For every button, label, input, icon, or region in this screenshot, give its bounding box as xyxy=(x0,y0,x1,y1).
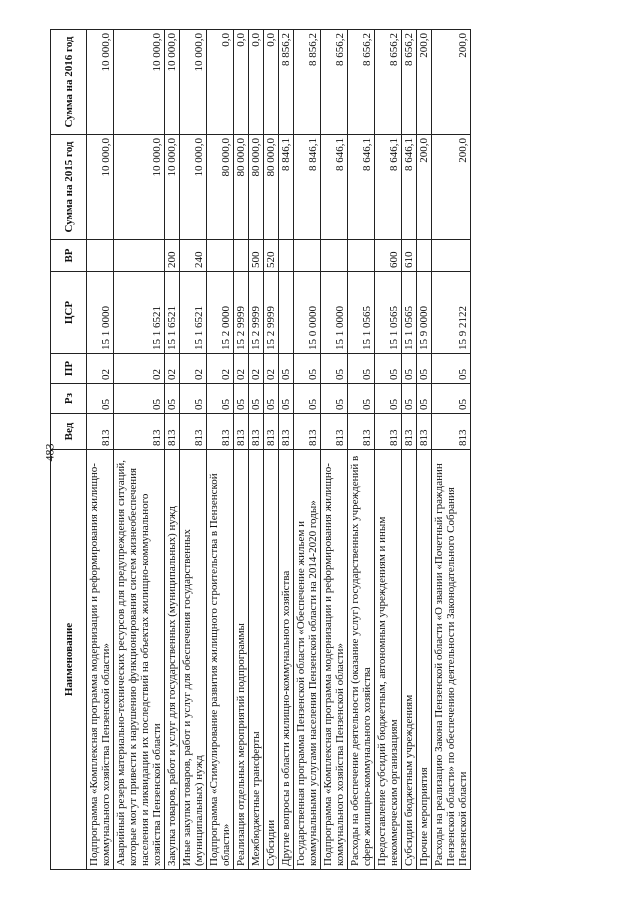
cell-vr: 240 xyxy=(180,240,207,272)
cell-sum2016: 8 656,2 xyxy=(321,30,348,135)
cell-rz: 05 xyxy=(165,384,180,414)
cell-sum2015: 80 000,0 xyxy=(249,135,264,240)
cell-vr xyxy=(114,240,165,272)
cell-rz: 05 xyxy=(321,384,348,414)
cell-csr: 15 2 0000 xyxy=(207,272,234,354)
cell-vr: 610 xyxy=(402,240,417,272)
cell-name: Другие вопросы в области жилищно-коммунального хозяйства xyxy=(279,450,294,870)
cell-name: Межбюджетные трансферты xyxy=(249,450,264,870)
cell-sum2016: 0,0 xyxy=(234,30,249,135)
cell-sum2015: 10 000,0 xyxy=(180,135,207,240)
cell-rz: 05 xyxy=(264,384,279,414)
cell-name: Закупка товаров, работ и услуг для государственных (муниципальных) нужд xyxy=(165,450,180,870)
cell-ved: 813 xyxy=(402,414,417,450)
cell-sum2015: 200,0 xyxy=(417,135,432,240)
cell-pr: 02 xyxy=(165,354,180,384)
cell-name: Реализация отдельных мероприятий подпрограммы xyxy=(234,450,249,870)
cell-rz: 05 xyxy=(87,384,114,414)
header-ved: Вед xyxy=(51,414,87,450)
cell-ved: 813 xyxy=(87,414,114,450)
cell-rz: 05 xyxy=(417,384,432,414)
cell-csr: 15 2 9999 xyxy=(249,272,264,354)
cell-sum2015: 10 000,0 xyxy=(87,135,114,240)
cell-rz: 05 xyxy=(249,384,264,414)
cell-sum2015: 8 846,1 xyxy=(279,135,294,240)
cell-pr: 05 xyxy=(279,354,294,384)
table-header-row xyxy=(51,30,87,870)
cell-csr: 15 1 0565 xyxy=(402,272,417,354)
cell-sum2015: 10 000,0 xyxy=(165,135,180,240)
cell-sum2016: 0,0 xyxy=(207,30,234,135)
cell-rz: 05 xyxy=(180,384,207,414)
table-row xyxy=(348,30,375,870)
cell-name: Иные закупки товаров, работ и услуг для обеспечения государственных (муниципальных) нужд xyxy=(180,450,207,870)
cell-ved: 813 xyxy=(432,414,471,450)
cell-ved: 813 xyxy=(264,414,279,450)
header-pr: ПР xyxy=(51,354,87,384)
cell-rz: 05 xyxy=(294,384,321,414)
rotated-page xyxy=(50,30,590,870)
cell-rz: 05 xyxy=(348,384,375,414)
cell-sum2015: 8 646,1 xyxy=(375,135,402,240)
cell-sum2015: 200,0 xyxy=(432,135,471,240)
table-row xyxy=(87,30,114,870)
cell-sum2016: 200,0 xyxy=(432,30,471,135)
cell-pr: 05 xyxy=(417,354,432,384)
cell-name: Субсидии бюджетным учреждениям xyxy=(402,450,417,870)
cell-vr: 200 xyxy=(165,240,180,272)
cell-csr: 15 2 9999 xyxy=(264,272,279,354)
cell-csr: 15 9 0000 xyxy=(417,272,432,354)
table-row xyxy=(234,30,249,870)
cell-name: Субсидии xyxy=(264,450,279,870)
cell-sum2015: 80 000,0 xyxy=(207,135,234,240)
cell-csr: 15 1 6521 xyxy=(180,272,207,354)
cell-ved: 813 xyxy=(417,414,432,450)
table-body xyxy=(87,30,471,870)
cell-pr: 05 xyxy=(402,354,417,384)
cell-pr: 05 xyxy=(432,354,471,384)
cell-ved: 813 xyxy=(165,414,180,450)
budget-table xyxy=(50,29,471,870)
cell-vr xyxy=(348,240,375,272)
cell-sum2015: 80 000,0 xyxy=(264,135,279,240)
table-row xyxy=(114,30,165,870)
cell-csr: 15 1 0565 xyxy=(375,272,402,354)
cell-pr: 02 xyxy=(249,354,264,384)
cell-csr: 15 1 6521 xyxy=(165,272,180,354)
cell-sum2016: 8 856,2 xyxy=(294,30,321,135)
table-row xyxy=(375,30,402,870)
cell-pr: 02 xyxy=(180,354,207,384)
cell-vr xyxy=(321,240,348,272)
cell-sum2016: 10 000,0 xyxy=(165,30,180,135)
cell-name: Предоставление субсидий бюджетным, автономным учреждениям и иным некоммерческим организациям xyxy=(375,450,402,870)
table-row xyxy=(165,30,180,870)
cell-pr: 05 xyxy=(321,354,348,384)
table-row xyxy=(321,30,348,870)
cell-csr: 15 1 0000 xyxy=(87,272,114,354)
table-row xyxy=(264,30,279,870)
cell-ved: 813 xyxy=(348,414,375,450)
cell-ved: 813 xyxy=(114,414,165,450)
cell-sum2016: 0,0 xyxy=(264,30,279,135)
cell-sum2016: 0,0 xyxy=(249,30,264,135)
cell-vr: 500 xyxy=(249,240,264,272)
cell-sum2016: 10 000,0 xyxy=(87,30,114,135)
cell-vr xyxy=(417,240,432,272)
cell-sum2015: 8 846,1 xyxy=(294,135,321,240)
cell-rz: 05 xyxy=(279,384,294,414)
cell-csr: 15 9 2122 xyxy=(432,272,471,354)
cell-pr: 02 xyxy=(114,354,165,384)
cell-rz: 05 xyxy=(114,384,165,414)
cell-vr xyxy=(432,240,471,272)
cell-name: Подпрограмма «Комплексная программа модернизации и реформирования жилищно-коммунального хозяйства Пензенской области» xyxy=(87,450,114,870)
table-row xyxy=(207,30,234,870)
cell-rz: 05 xyxy=(234,384,249,414)
cell-csr: 15 1 6521 xyxy=(114,272,165,354)
cell-ved: 813 xyxy=(321,414,348,450)
cell-pr: 05 xyxy=(375,354,402,384)
table-row xyxy=(249,30,264,870)
table-row xyxy=(294,30,321,870)
table-row xyxy=(402,30,417,870)
table-row xyxy=(180,30,207,870)
cell-ved: 813 xyxy=(279,414,294,450)
table-row xyxy=(279,30,294,870)
cell-sum2015: 8 646,1 xyxy=(321,135,348,240)
cell-rz: 05 xyxy=(375,384,402,414)
cell-name: Государственная программа Пензенской области «Обеспечение жильем и коммунальными услугами населения Пензенской области на 2014-2020 годы» xyxy=(294,450,321,870)
cell-csr: 15 1 0000 xyxy=(321,272,348,354)
cell-pr: 02 xyxy=(234,354,249,384)
cell-name: Прочие мероприятия xyxy=(417,450,432,870)
cell-sum2016: 8 856,2 xyxy=(279,30,294,135)
header-csr: ЦСР xyxy=(51,272,87,354)
cell-name: Аварийный резерв материально-технических ресурсов для предупреждения ситуаций, которые могут привести к нарушению функционирования систем жизнеобеспечения населения и ликвидации их последствий на объектах жилищно-коммунального хозяйства Пензенской области xyxy=(114,450,165,870)
cell-csr: 15 2 9999 xyxy=(234,272,249,354)
table-row xyxy=(432,30,471,870)
header-rz: Рз xyxy=(51,384,87,414)
header-vr: ВР xyxy=(51,240,87,272)
cell-name: Подпрограмма «Стимулирование развития жилищного строительства в Пензенской области» xyxy=(207,450,234,870)
cell-ved: 813 xyxy=(249,414,264,450)
cell-pr: 05 xyxy=(348,354,375,384)
cell-vr xyxy=(279,240,294,272)
cell-csr: 15 0 0000 xyxy=(294,272,321,354)
cell-ved: 813 xyxy=(294,414,321,450)
cell-rz: 05 xyxy=(207,384,234,414)
cell-vr xyxy=(207,240,234,272)
cell-vr xyxy=(294,240,321,272)
cell-rz: 05 xyxy=(432,384,471,414)
cell-csr: 15 1 0565 xyxy=(348,272,375,354)
cell-pr: 02 xyxy=(207,354,234,384)
cell-sum2016: 8 656,2 xyxy=(375,30,402,135)
page-number: 483 xyxy=(42,443,57,462)
cell-csr xyxy=(279,272,294,354)
cell-ved: 813 xyxy=(234,414,249,450)
cell-sum2015: 8 646,1 xyxy=(348,135,375,240)
cell-name: Расходы на обеспечение деятельности (оказание услуг) государственных учреждений в сфере жилищно-коммунального хозяйства xyxy=(348,450,375,870)
cell-vr: 600 xyxy=(375,240,402,272)
cell-pr: 02 xyxy=(264,354,279,384)
cell-pr: 02 xyxy=(87,354,114,384)
header-sum-2016: Сумма на 2016 год xyxy=(51,30,87,135)
cell-vr: 520 xyxy=(264,240,279,272)
cell-sum2016: 8 656,2 xyxy=(402,30,417,135)
cell-pr: 05 xyxy=(294,354,321,384)
cell-ved: 813 xyxy=(375,414,402,450)
cell-rz: 05 xyxy=(402,384,417,414)
cell-vr xyxy=(87,240,114,272)
cell-ved: 813 xyxy=(207,414,234,450)
cell-name: Расходы на реализацию Закона Пензенской области «О звании «Почетный гражданин Пензенской области» по обеспечению деятельности Законодательного Собрания Пензенской области xyxy=(432,450,471,870)
cell-name: Подпрограмма «Комплексная программа модернизации и реформирования жилищно-коммунального хозяйства Пензенской области» xyxy=(321,450,348,870)
cell-sum2015: 80 000,0 xyxy=(234,135,249,240)
cell-sum2016: 8 656,2 xyxy=(348,30,375,135)
cell-sum2016: 10 000,0 xyxy=(114,30,165,135)
cell-sum2016: 10 000,0 xyxy=(180,30,207,135)
cell-sum2015: 8 646,1 xyxy=(402,135,417,240)
header-name: Наименование xyxy=(51,450,87,870)
cell-vr xyxy=(234,240,249,272)
table-row xyxy=(417,30,432,870)
cell-ved: 813 xyxy=(180,414,207,450)
cell-sum2016: 200,0 xyxy=(417,30,432,135)
cell-sum2015: 10 000,0 xyxy=(114,135,165,240)
header-sum-2015: Сумма на 2015 год xyxy=(51,135,87,240)
